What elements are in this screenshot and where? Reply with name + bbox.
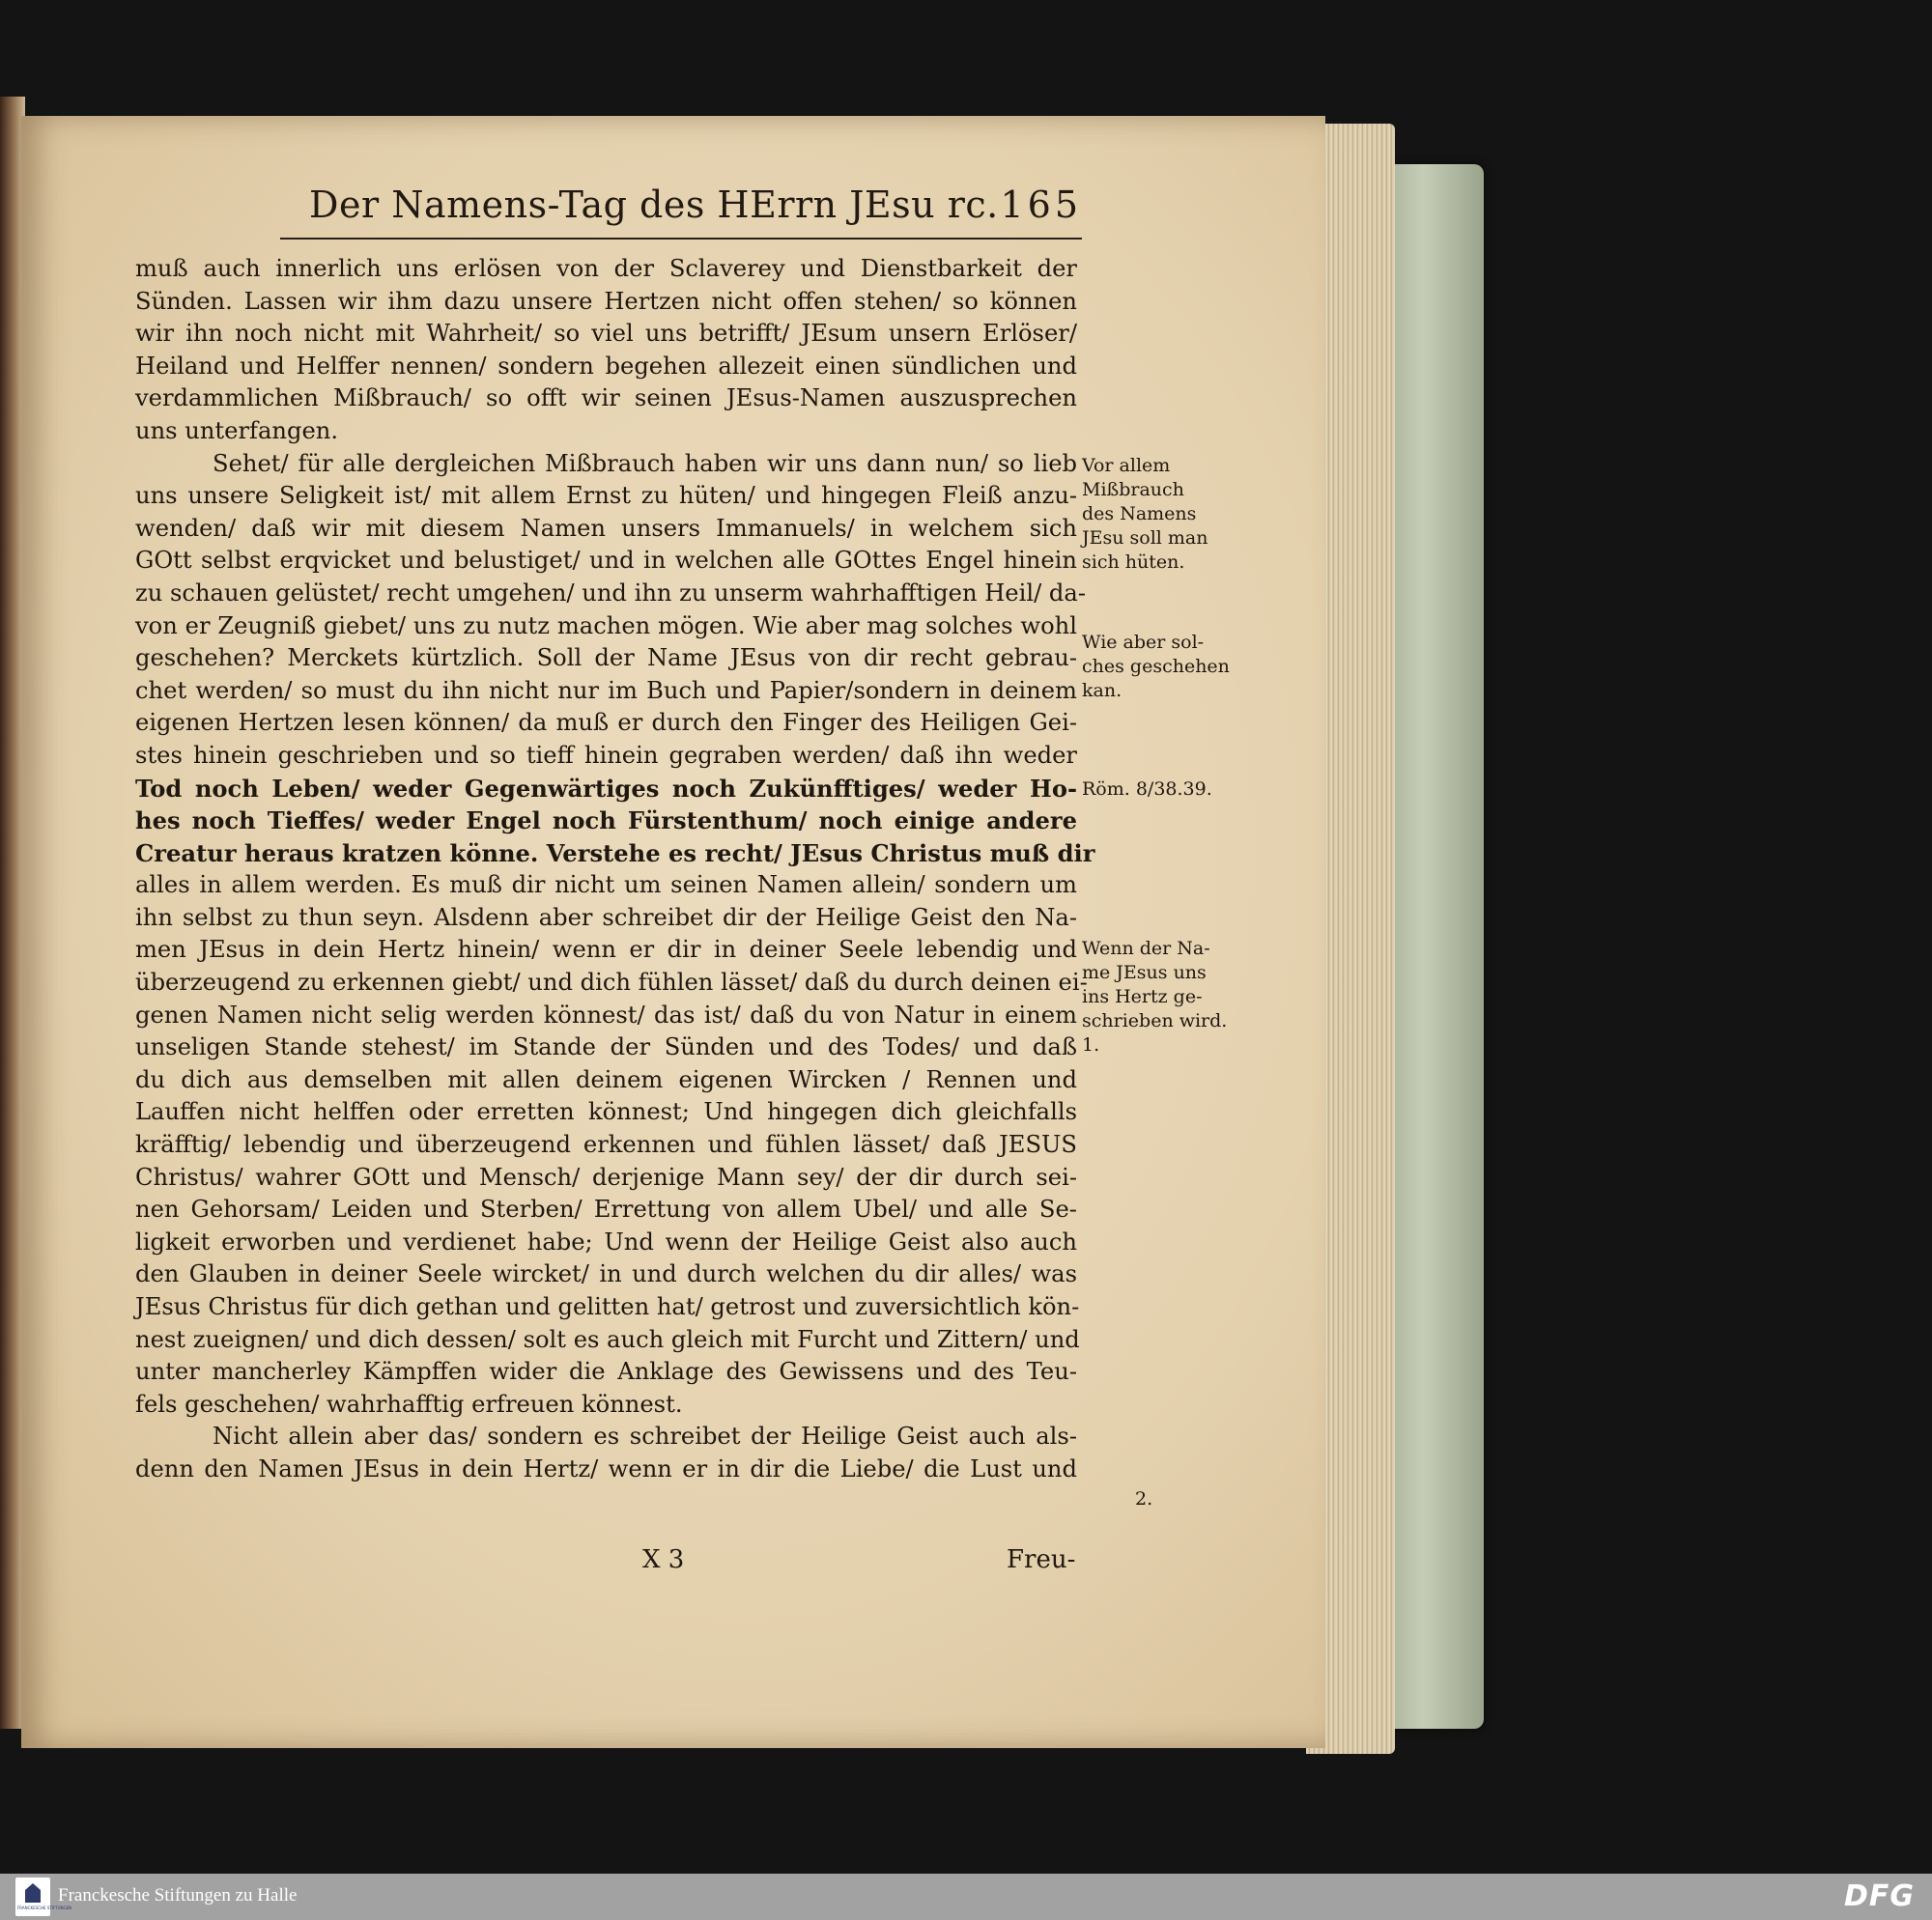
text-line: denn den Namen JEsus in dein Hertz/ wenn er in dir die Liebe/ die Lust und <box>135 1454 1077 1482</box>
text-line: Sehet/ für alle dergleichen Mißbrauch haben wir uns dann nun/ so lieb <box>213 449 1077 477</box>
margin-note-romans-reference <box>1082 777 1217 802</box>
dfg-logo[interactable]: DFG <box>1843 1879 1915 1913</box>
text-line: nest zueignen/ und dich dessen/ solt es auch gleich mit Furcht und Zittern/ und <box>135 1325 1080 1353</box>
text-line: alles in allem werden. Es muß dir nicht um seinen Namen allein/ sondern um <box>135 871 1077 899</box>
text-line: muß auch innerlich uns erlösen von der Sclaverey und Dienstbarkeit der <box>135 255 1077 282</box>
body-text <box>135 253 1095 1486</box>
margin-note-avoid-misuse <box>1082 454 1217 575</box>
text-line: ihn selbst zu thun seyn. Alsdenn aber schreibet dir der Heilige Geist den Na- <box>135 903 1077 931</box>
text-line: kräfftig/ lebendig und überzeugend erkennen und fühlen lässet/ daß JESUS <box>135 1131 1077 1159</box>
text-line: stes hinein geschrieben und so tieff hinein gegraben werden/ daß ihn weder <box>135 741 1077 769</box>
margin-note-line: 1. <box>1082 1034 1100 1056</box>
institution-logo[interactable] <box>15 1878 72 1916</box>
margin-note-line: me JEsus uns <box>1082 962 1207 983</box>
institution-name[interactable]: Franckesche Stiftungen zu Halle <box>58 1885 298 1906</box>
margin-note-line: schrieben wird. <box>1082 1010 1228 1031</box>
text-line: Nicht allein aber das/ sondern es schreibet der Heilige Geist auch als- <box>213 1423 1077 1451</box>
text-line: chet werden/ so must du ihn nicht nur im Buch und Papier/sondern in deinem <box>135 676 1077 704</box>
text-line: überzeugend zu erkennen giebt/ und dich fühlen lässet/ daß du durch deinen ei- <box>135 969 1088 997</box>
margin-note-line: Röm. 8/38.39. <box>1082 778 1212 800</box>
text-line: Creatur heraus kratzen könne. Verstehe es recht/ JEsus Christus muß dir <box>135 838 1095 867</box>
text-line: uns unsere Seligkeit ist/ mit allem Ernst zu hüten/ und hingegen Fleiß anzu- <box>135 482 1077 510</box>
margin-note-line: JEsu soll man <box>1082 527 1208 549</box>
text-line: genen Namen nicht selig werden könnest/ das ist/ daß du von Natur in einem <box>135 1001 1077 1029</box>
book-cover-back <box>1381 164 1484 1729</box>
margin-note-line: Wenn der Na- <box>1082 938 1210 959</box>
text-line: du dich aus demselben mit allen deinem eigenen Wircken / Rennen und <box>135 1065 1077 1093</box>
margin-note-line: ins Hertz ge- <box>1082 986 1203 1007</box>
margin-note-how-done <box>1082 631 1230 703</box>
text-line: hes noch Tieffes/ weder Engel noch Fürstenthum/ noch einige andere <box>135 806 1077 835</box>
text-line: fels geschehen/ wahrhafftig erfreuen könnest. <box>135 1390 683 1418</box>
text-line: eigenen Hertzen lesen können/ da muß er durch den Finger des Heiligen Gei- <box>135 709 1077 737</box>
text-line: wenden/ daß wir mit diesem Namen unsers Immanuels/ in welchem sich <box>135 514 1077 542</box>
logo-label: FRANCKESCHE STIFTUNGEN <box>17 1906 72 1910</box>
margin-note-number-two <box>1135 1487 1270 1511</box>
text-line: unter mancherley Kämpffen wider die Anklage des Gewissens und des Teu- <box>135 1358 1077 1386</box>
margin-note-line: Wie aber sol- <box>1082 632 1205 653</box>
viewer-bottom-bar <box>0 1874 1932 1920</box>
text-line: uns unterfangen. <box>135 416 339 444</box>
text-line: GOtt selbst erqvicket und belustiget/ und in welchen alle GOttes Engel hinein <box>135 547 1077 575</box>
margin-note-line: kan. <box>1082 680 1122 701</box>
text-line: Sünden. Lassen wir ihm dazu unsere Hertzen nicht offen stehen/ so können <box>135 287 1077 315</box>
margin-note-line: 2. <box>1135 1488 1153 1510</box>
text-line: zu schauen gelüstet/ recht umgehen/ und ihn zu unserm wahrhafftigen Heil/ da- <box>135 579 1087 607</box>
signature-mark: X 3 <box>642 1545 685 1574</box>
text-line: men JEsus in dein Hertz hinein/ wenn er dir in deiner Seele lebendig und <box>135 936 1077 964</box>
margin-note-line: ches geschehen <box>1082 656 1230 677</box>
catchword: Freu- <box>1007 1545 1076 1574</box>
text-line: unseligen Stande stehest/ im Stande der Sünden und des Todes/ und daß <box>135 1033 1077 1061</box>
text-line: den Glauben in deiner Seele wircket/ in und durch welchen du dir alles/ was <box>135 1260 1077 1288</box>
header-rule <box>280 238 1082 240</box>
text-line: ligkeit erworben und verdienet habe; Und wenn der Heilige Geist also auch <box>135 1228 1077 1256</box>
margin-note-line: des Namens <box>1082 503 1197 524</box>
text-line: Christus/ wahrer GOtt und Mensch/ derjenige Mann sey/ der dir durch sei- <box>135 1163 1077 1191</box>
logo-emblem-icon <box>25 1883 41 1903</box>
margin-note-line: Mißbrauch <box>1082 479 1184 500</box>
page-number: 165 <box>1000 184 1082 226</box>
margin-note-line: Vor allem <box>1082 455 1171 476</box>
running-header <box>280 184 1082 234</box>
text-line: Tod noch Leben/ weder Gegenwärtiges noch Zukünfftiges/ weder Ho- <box>135 774 1077 803</box>
text-line: Lauffen nicht helffen oder erretten könnest; Und hingegen dich gleichfalls <box>135 1098 1077 1126</box>
text-line: wir ihn noch nicht mit Wahrheit/ so viel uns betrifft/ JEsum unsern Erlöser/ <box>135 320 1077 348</box>
text-line: geschehen? Merckets kürtzlich. Soll der Name JEsus von dir recht gebrau- <box>135 644 1077 672</box>
text-line: JEsus Christus für dich gethan und gelitten hat/ getrost und zuversichtlich kön- <box>135 1293 1080 1320</box>
text-line: Heiland und Helffer nennen/ sondern begehen allezeit einen sündlichen und <box>135 352 1077 380</box>
text-line: verdammlichen Mißbrauch/ so offt wir seinen JEsus-Namen auszusprechen <box>135 384 1077 412</box>
text-line: nen Gehorsam/ Leiden und Sterben/ Errettung von allem Ubel/ und alle Se- <box>135 1196 1077 1224</box>
running-title: Der Namens-Tag des HErrn JEsu rc. <box>309 184 999 226</box>
margin-note-line: sich hüten. <box>1082 551 1185 573</box>
margin-note-name-written <box>1082 937 1228 1058</box>
text-line: von er Zeugniß giebet/ uns zu nutz machen mögen. Wie aber mag solches wohl <box>135 611 1077 639</box>
